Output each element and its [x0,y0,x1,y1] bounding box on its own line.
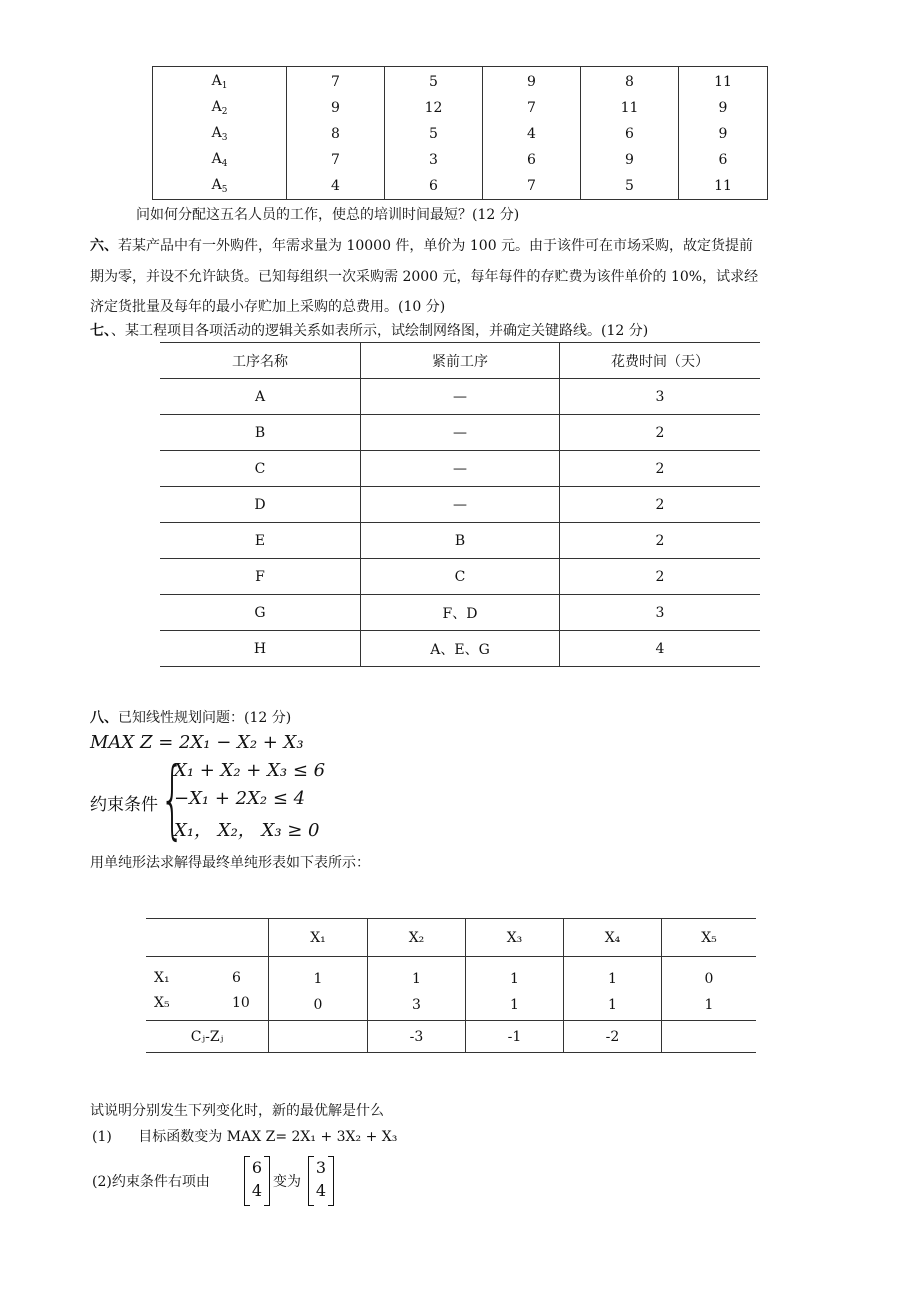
table-cell: 7 [287,67,385,96]
row-label [153,173,287,200]
row-label-sub: 3 [221,133,228,143]
table-cell: 6 [385,173,483,200]
table-cell: 4 [483,121,581,147]
table-cell: 7 [483,95,581,121]
objective-function: MAX Z = 2X₁ − X₂ + X₃ [90,732,304,753]
table-row [160,631,760,667]
cell: 1 [662,991,757,1021]
simplex-table [146,918,756,1053]
table-row [160,595,760,631]
rhs-2: 10 [232,994,250,1011]
item-2-mid: 变为 [273,1174,301,1190]
cell: 0 [269,991,368,1021]
item-2 [92,1171,210,1191]
header-x4: X₄ [564,919,662,957]
table-cell: 6 [581,121,679,147]
activity-name: B [160,415,361,451]
table-row [160,523,760,559]
predecessor: B [361,523,560,559]
cell: -3 [368,1021,466,1053]
duration: 2 [560,487,761,523]
duration: 2 [560,559,761,595]
duration: 4 [560,631,761,667]
table-row [160,487,760,523]
q8-question: 试说明分别发生下列变化时，新的最优解是什么 [90,1103,384,1119]
assignment-table [152,66,768,200]
cell: 0 [662,957,757,991]
row-label-letter: A [211,125,222,141]
cell: 1 [564,957,662,991]
row-label [153,67,287,96]
item-1 [92,1126,397,1146]
row-label-letter: A [211,177,222,193]
cell: 1 [564,991,662,1021]
table-row [153,147,768,173]
table-row [153,173,768,200]
activity-name: G [160,595,361,631]
table-cell: 9 [679,121,768,147]
q5-question: 问如何分配这五名人员的工作，使总的培训时间最短？(12 分) [136,207,520,223]
simplex-intro: 用单纯形法求解得最终单纯形表如下表所示： [90,855,370,871]
table-row [160,451,760,487]
duration: 2 [560,415,761,451]
vector-to-2: 4 [315,1181,327,1200]
q8-number: 八、 [90,710,118,726]
q6-text1: 若某产品中有一外购件，年需求量为 10000 件，单价为 100 元。由于该件可在市场采购，故定货提前 [118,238,754,254]
row-label-sub: 2 [221,107,228,117]
constraint-brace: { [160,749,185,849]
constraint-2: −X₁ + 2X₂ ≤ 4 [174,788,306,809]
table-cell: 5 [385,121,483,147]
header-predecessor: 紧前工序 [361,343,560,379]
row-label [153,121,287,147]
q8-title: 已知线性规划问题：(12 分) [118,710,292,726]
basis-2: X₅ [154,994,170,1011]
table-cell: 8 [581,67,679,96]
table-row [153,67,768,96]
table-cell: 11 [679,67,768,96]
duration: 3 [560,379,761,415]
item-1-text: 目标函数变为 MAX Z= 2X₁ + 3X₂ + X₃ [138,1129,398,1145]
constraint-1: X₁ + X₂ + X₃ ≤ 6 [174,760,326,781]
table-row [160,559,760,595]
row-label-letter: A [211,99,222,115]
basis-1: X₁ [154,970,170,986]
vector-from-1: 6 [251,1158,263,1177]
table-cell: 9 [287,95,385,121]
cell: 1 [466,991,564,1021]
table-cell: 4 [287,173,385,200]
table-cell: 8 [287,121,385,147]
header-activity: 工序名称 [160,343,361,379]
q6-line2: 期为零，并设不允许缺货。已知每组织一次采购需 2000 元，每年每件的存贮费为该件单价的 10%，试求经 [90,269,759,285]
cell [662,1021,757,1053]
header-x1: X₁ [269,919,368,957]
activity-name: D [160,487,361,523]
row-label [153,147,287,173]
cell: -2 [564,1021,662,1053]
q8-line [90,707,291,727]
simplex-row-1 [146,957,756,991]
cell [269,1021,368,1053]
table-cell: 12 [385,95,483,121]
table-cell: 9 [581,147,679,173]
cz-row [146,1021,756,1053]
row-label-sub: 4 [221,159,228,169]
predecessor: A、E、G [361,631,560,667]
simplex-row-2 [146,991,756,1021]
activity-name: C [160,451,361,487]
cell: 1 [368,957,466,991]
q7-number: 七、 [90,323,111,339]
q6-line1 [90,235,753,255]
item-2-pre: 约束条件右项由 [111,1174,210,1190]
table-cell: 9 [679,95,768,121]
table-cell: 11 [581,95,679,121]
table-row [153,121,768,147]
q6-line3: 济定货批量及每年的最小存贮加上采购的总费用。(10 分) [90,299,446,315]
predecessor: — [361,379,560,415]
rhs-1: 6 [232,970,241,986]
duration: 2 [560,451,761,487]
activity-name: F [160,559,361,595]
table-row [160,379,760,415]
constraint-label: 约束条件 [90,795,158,815]
table-cell: 5 [385,67,483,96]
table-row [160,415,760,451]
row-label-letter: A [211,73,222,89]
vector-to [308,1156,334,1206]
header-x3: X₃ [466,919,564,957]
table-cell: 7 [483,173,581,200]
table-cell: 11 [679,173,768,200]
duration: 3 [560,595,761,631]
predecessor: — [361,487,560,523]
vector-from-2: 4 [251,1181,263,1200]
table-cell: 7 [287,147,385,173]
table-row [153,95,768,121]
header-x5: X₅ [662,919,757,957]
item-1-number: (1) [92,1129,112,1145]
item-2-number: (2) [92,1174,112,1190]
table-cell: 9 [483,67,581,96]
predecessor: C [361,559,560,595]
duration: 2 [560,523,761,559]
row-label-letter: A [211,151,222,167]
table-cell: 6 [679,147,768,173]
cell: 3 [368,991,466,1021]
vector-to-1: 3 [315,1158,327,1177]
vector-from [244,1156,270,1206]
predecessor: — [361,415,560,451]
table-cell: 6 [483,147,581,173]
cell: 1 [269,957,368,991]
header-x2: X₂ [368,919,466,957]
activity-name: E [160,523,361,559]
row-label-sub: 1 [221,81,228,91]
cell: 1 [466,957,564,991]
q6-number: 六、 [90,238,118,254]
q7-text: 、某工程项目各项活动的逻辑关系如表所示，试绘制网络图，并确定关键路线。(12 分) [111,323,649,339]
table-cell: 3 [385,147,483,173]
header-duration: 花费时间（天） [611,353,709,370]
constraint-3: X₁， X₂， X₃ ≥ 0 [174,820,320,841]
predecessor: F、D [361,595,560,631]
row-label-sub: 5 [221,185,228,195]
cz-label: Cⱼ-Zⱼ [190,1028,224,1045]
activity-name: A [160,379,361,415]
activity-table [160,342,760,667]
row-label [153,95,287,121]
table-cell: 5 [581,173,679,200]
q7-line [90,320,648,340]
predecessor: — [361,451,560,487]
cell: -1 [466,1021,564,1053]
activity-name: H [160,631,361,667]
